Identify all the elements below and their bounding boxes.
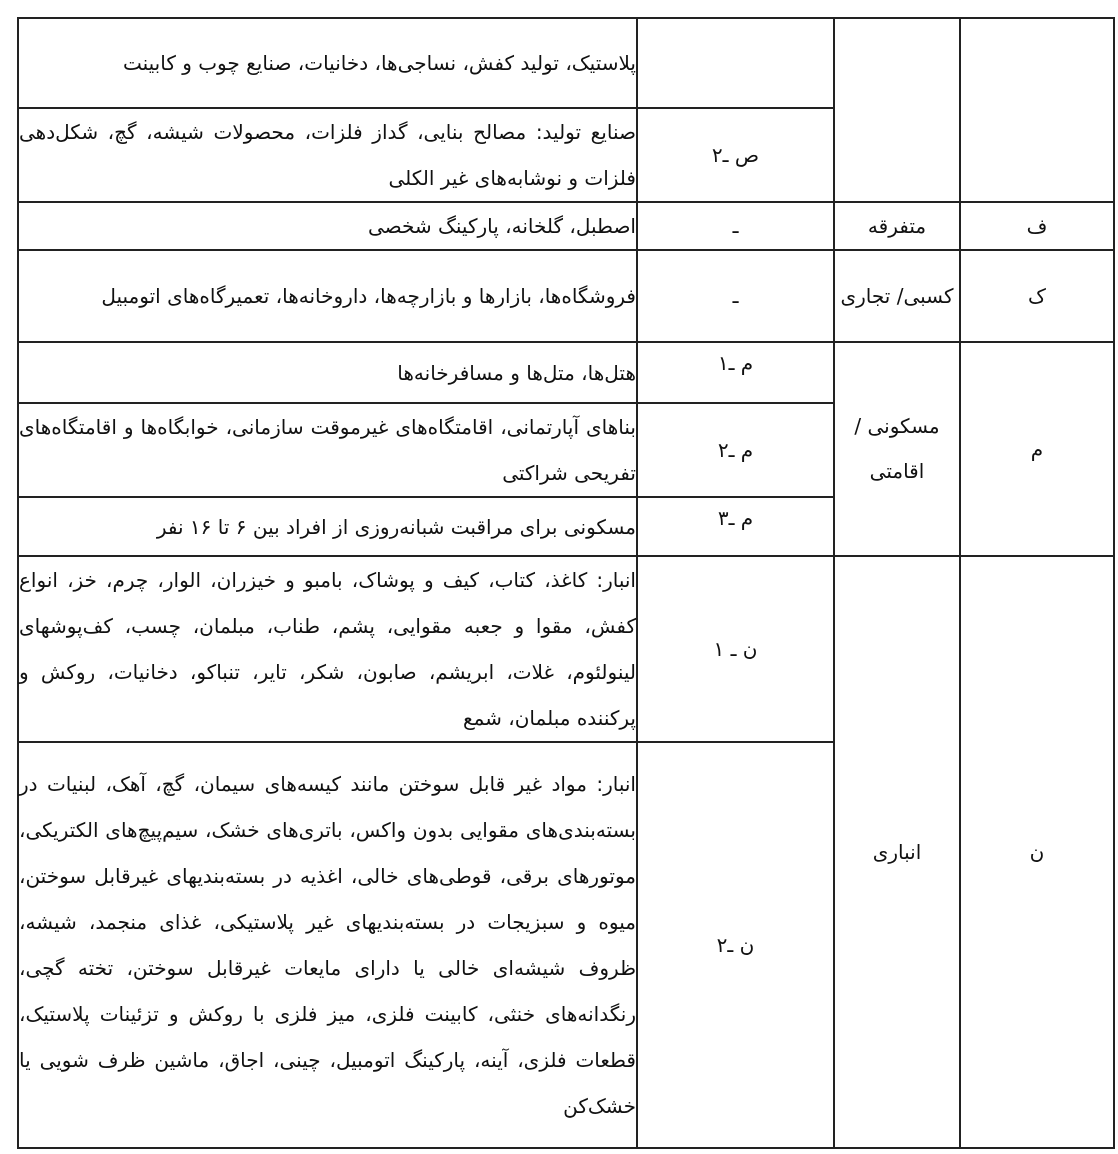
description-cell: بناهای آپارتمانی، اقامتگاه‌های غیرموقت سازمانی، خوابگاه‌ها و اقامتگاه‌های تفریحی شراکتی bbox=[18, 403, 637, 497]
table-row bbox=[18, 250, 1114, 342]
subgroup-cell: م ـ۲ bbox=[637, 403, 834, 497]
table-row bbox=[18, 202, 1114, 250]
table-row bbox=[18, 556, 1114, 742]
group-name-cell: متفرقه bbox=[834, 202, 960, 250]
description-cell: انبار: کاغذ، کتاب، کیف و پوشاک، بامبو و خیزران، الوار، چرم، خز، انواع کفش، مقوا و جعبه مقوایی، پشم، طناب، مبلمان، چسب، کف‌پوشهای لینولئوم، غلات، ابریشم، صابون، شکر، تایر، تنباکو، دخانیات، روکش و پرکننده مبلمان، شمع bbox=[18, 556, 637, 742]
table-row bbox=[18, 18, 1114, 108]
description-cell: صنایع تولید: مصالح بنایی، گداز فلزات، محصولات شیشه، گچ، شکل‌دهی فلزات و نوشابه‌های غیر الکلی bbox=[18, 108, 637, 202]
description-cell: انبار: مواد غیر قابل سوختن مانند کیسه‌های سیمان، گچ، آهک، لبنیات در بسته‌بندی‌های مقوایی بدون واکس، باتری‌های خشک، سیم‌پیچ‌های الکتریکی، موتورهای برقی، قوطی‌های خالی، اغذیه در بسته‌بندیهای غیرقابل سوختن، میوه و سبزیجات در بسته‌بندیهای غیر پلاستیکی، غذای منجمد، شیشه، ظروف شیشه‌ای خالی یا دارای مایعات غیرقابل سوختن، تخته گچی، رنگدانه‌های خنثی، کابینت فلزی، میز فلزی با روکش و تزئینات پلاستیک، قطعات فلزی، آینه، پارکینگ اتومبیل، چینی، اجاق، ماشین ظرف شویی یا خشک‌کن bbox=[18, 742, 637, 1148]
group-name-cell: مسکونی / اقامتی bbox=[834, 342, 960, 556]
description-cell: اصطبل، گلخانه، پارکینگ شخصی bbox=[18, 202, 637, 250]
description-cell: فروشگاه‌ها، بازارها و بازارچه‌ها، داروخانه‌ها، تعمیرگاه‌های اتومبیل bbox=[18, 250, 637, 342]
group-name-cell: انباری bbox=[834, 556, 960, 1148]
subgroup-cell: ـ bbox=[637, 250, 834, 342]
group-code-cell: ک bbox=[960, 250, 1114, 342]
group-code-cell: ن bbox=[960, 556, 1114, 1148]
description-cell: مسکونی برای مراقبت شبانه‌روزی از افراد بین ۶ تا ۱۶ نفر bbox=[18, 497, 637, 556]
group-code-cell: ف bbox=[960, 202, 1114, 250]
group-name-cell: کسبی/ تجاری bbox=[834, 250, 960, 342]
subgroup-cell: ص ـ۲ bbox=[637, 108, 834, 202]
description-cell: پلاستیک، تولید کفش، نساجی‌ها، دخانیات، صنایع چوب و کابینت bbox=[18, 18, 637, 108]
description-cell: هتل‌ها، متل‌ها و مسافرخانه‌ها bbox=[18, 342, 637, 403]
group-code-cell bbox=[960, 18, 1114, 202]
group-name-cell bbox=[834, 18, 960, 202]
group-code-cell: م bbox=[960, 342, 1114, 556]
occupancy-table bbox=[17, 17, 1115, 1149]
subgroup-cell: م ـ۱ bbox=[637, 342, 834, 403]
subgroup-cell bbox=[637, 18, 834, 108]
table-row bbox=[18, 342, 1114, 403]
subgroup-cell: ـ bbox=[637, 202, 834, 250]
subgroup-cell: ن ـ۲ bbox=[637, 742, 834, 1148]
subgroup-cell: م ـ۳ bbox=[637, 497, 834, 556]
subgroup-cell: ن ـ ۱ bbox=[637, 556, 834, 742]
